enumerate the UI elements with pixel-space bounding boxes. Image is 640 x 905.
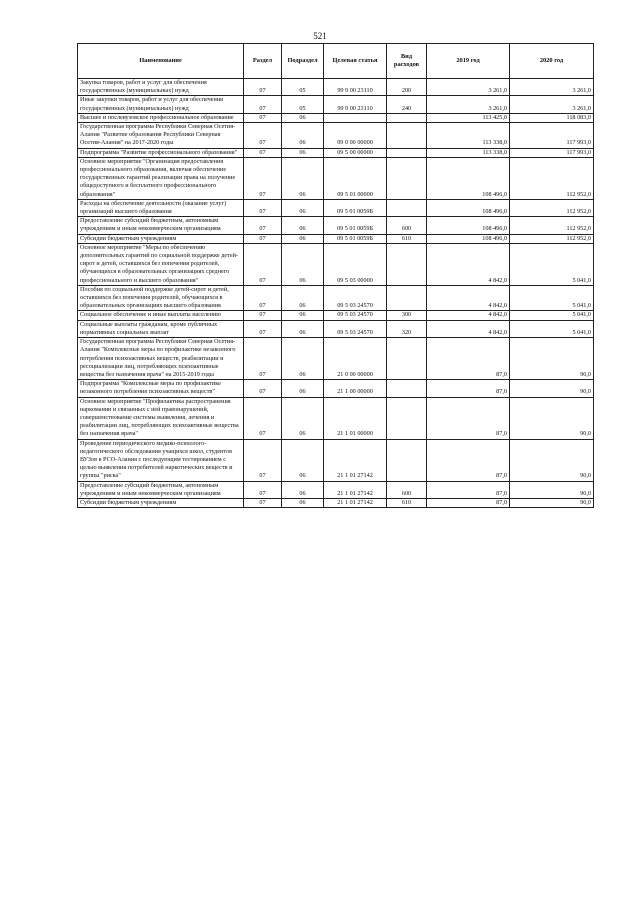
table-row [78,113,594,122]
col-header-section: Раздел [244,44,282,79]
cell-section: 07 [244,113,282,122]
cell-expense-type [387,380,427,397]
cell-2020: 3 261,0 [510,79,594,96]
cell-2020: 3 261,0 [510,96,594,113]
cell-expense-type [387,157,427,199]
cell-name: Социальные выплаты гражданам, кроме публичных нормативных социальных выплат [78,320,244,337]
cell-2020: 117 993,0 [510,148,594,157]
table-row [78,123,594,149]
cell-subsection: 06 [282,380,324,397]
cell-2020: 112 952,0 [510,199,594,216]
table-row [78,481,594,498]
cell-subsection: 06 [282,285,324,311]
table-row [78,338,594,380]
cell-target: 21 1 00 00000 [324,380,387,397]
cell-expense-type: 300 [387,311,427,320]
cell-2020: 90,0 [510,397,594,439]
cell-target: 09 5 01 0059Б [324,217,387,234]
cell-2019: 113 338,0 [427,123,510,149]
cell-subsection: 06 [282,243,324,285]
cell-subsection: 06 [282,320,324,337]
cell-target: 09 5 03 24570 [324,311,387,320]
cell-2019: 87,0 [427,380,510,397]
cell-subsection: 06 [282,148,324,157]
cell-2020: 90,0 [510,481,594,498]
cell-2019: 87,0 [427,481,510,498]
cell-section: 07 [244,157,282,199]
cell-2019: 4 842,0 [427,320,510,337]
cell-subsection: 06 [282,439,324,481]
cell-2019: 113 338,0 [427,148,510,157]
table-row [78,380,594,397]
budget-table [77,43,594,508]
cell-name: Субсидии бюджетным учреждениям [78,234,244,243]
cell-name: Предоставление субсидий бюджетным, автономным учреждениям и иным некоммерческим организациям [78,217,244,234]
cell-expense-type [387,285,427,311]
col-header-name: Наименование [78,44,244,79]
cell-subsection: 06 [282,498,324,507]
cell-name: Социальное обеспечение и иные выплаты населению [78,311,244,320]
cell-2020: 90,0 [510,439,594,481]
cell-target: 09 5 03 00000 [324,243,387,285]
cell-target: 21 1 01 27142 [324,439,387,481]
cell-section: 07 [244,148,282,157]
cell-subsection: 06 [282,234,324,243]
cell-name: Иные закупки товаров, работ и услуг для обеспечения государственных (муниципальных) нужд [78,96,244,113]
cell-2020: 118 083,0 [510,113,594,122]
cell-2019: 3 261,0 [427,96,510,113]
cell-section: 07 [244,96,282,113]
cell-expense-type: 610 [387,234,427,243]
cell-2020: 90,0 [510,338,594,380]
cell-expense-type: 320 [387,320,427,337]
cell-expense-type [387,123,427,149]
cell-subsection: 06 [282,311,324,320]
cell-2019: 87,0 [427,439,510,481]
cell-section: 07 [244,439,282,481]
cell-target [324,113,387,122]
table-row [78,243,594,285]
cell-target: 09 0 00 00000 [324,123,387,149]
table-row [78,285,594,311]
cell-subsection: 05 [282,79,324,96]
cell-expense-type: 200 [387,79,427,96]
cell-expense-type: 240 [387,96,427,113]
table-row [78,397,594,439]
cell-name: Расходы на обеспечение деятельности (оказание услуг) организаций высшего образования [78,199,244,216]
cell-section: 07 [244,234,282,243]
cell-section: 07 [244,311,282,320]
cell-target: 09 5 03 24570 [324,320,387,337]
cell-name: Государственная программа Республики Северная Осетия-Алания "Комплексные меры по профилактике незаконного потребления психоактивных веществ, реабилитации и ресоциализации лиц, потребляющих психоактивные вещества без назначения врача" на 2015-2019 годы [78,338,244,380]
cell-expense-type [387,148,427,157]
cell-name: Субсидии бюджетным учреждениям [78,498,244,507]
table-row [78,96,594,113]
cell-subsection: 06 [282,481,324,498]
cell-2020: 90,0 [510,380,594,397]
cell-2020: 5 041,0 [510,320,594,337]
cell-name: Государственная программа Республики Северная Осетия-Алания "Развитие образования Республики Северная Осетия-Алания" на 2017-2020 годы [78,123,244,149]
cell-expense-type: 600 [387,481,427,498]
table-row [78,439,594,481]
cell-name: Основное мероприятие "Меры по обеспечению дополнительных гарантий по социальной поддержке детей-сирот и детей, оставшихся без попечения родителей, обучающихся в образовательных организациях среднего профессионального и высшего образования" [78,243,244,285]
cell-name: Предоставление субсидий бюджетным, автономным учреждениям и иным некоммерческим организациям [78,481,244,498]
cell-2019: 4 842,0 [427,243,510,285]
cell-section: 07 [244,380,282,397]
cell-section: 07 [244,79,282,96]
cell-name: Основное мероприятие "Профилактика распространения наркомании и связанных с ней правонарушений, совершенствование системы выявления, лечения и реабилитации лиц, потребляющих психоактивные вещества без назначения врача" [78,397,244,439]
cell-2019: 113 425,0 [427,113,510,122]
cell-2020: 112 952,0 [510,217,594,234]
table-row [78,148,594,157]
cell-target: 21 1 01 27142 [324,498,387,507]
table-row [78,217,594,234]
cell-target: 09 5 03 24570 [324,285,387,311]
cell-subsection: 06 [282,199,324,216]
col-header-subsection: Подраздел [282,44,324,79]
cell-2019: 108 496,0 [427,234,510,243]
cell-target: 09 5 01 00000 [324,157,387,199]
cell-subsection: 06 [282,123,324,149]
cell-2019: 4 842,0 [427,285,510,311]
cell-2020: 5 041,0 [510,243,594,285]
cell-2019: 108 496,0 [427,217,510,234]
cell-section: 07 [244,481,282,498]
cell-target: 09 5 01 0059Б [324,234,387,243]
table-body [78,79,594,508]
cell-section: 07 [244,285,282,311]
table-row [78,311,594,320]
cell-subsection: 06 [282,217,324,234]
table-row [78,320,594,337]
cell-2020: 112 952,0 [510,157,594,199]
cell-expense-type [387,397,427,439]
col-header-expense-type: Вид расходов [387,44,427,79]
cell-2020: 5 041,0 [510,311,594,320]
cell-expense-type: 600 [387,217,427,234]
cell-section: 07 [244,123,282,149]
cell-target: 21 0 00 00000 [324,338,387,380]
col-header-2020: 2020 год [510,44,594,79]
cell-2020: 112 952,0 [510,234,594,243]
cell-name: Подпрограмма "Комплексные меры по профилактике незаконного потребления психоактивных веществ" [78,380,244,397]
cell-2019: 87,0 [427,498,510,507]
cell-target: 09 5 00 00000 [324,148,387,157]
cell-name: Подпрограмма "Развитие профессионального образования" [78,148,244,157]
col-header-2019: 2019 год [427,44,510,79]
table-row [78,79,594,96]
cell-2019: 87,0 [427,338,510,380]
cell-section: 07 [244,243,282,285]
cell-section: 07 [244,217,282,234]
cell-expense-type [387,199,427,216]
cell-expense-type [387,113,427,122]
cell-2020: 5 041,0 [510,285,594,311]
cell-subsection: 06 [282,113,324,122]
cell-2019: 3 261,0 [427,79,510,96]
cell-2019: 4 842,0 [427,311,510,320]
cell-subsection: 06 [282,397,324,439]
cell-target: 21 1 01 27142 [324,481,387,498]
cell-section: 07 [244,320,282,337]
cell-section: 07 [244,498,282,507]
cell-2019: 108 496,0 [427,199,510,216]
cell-section: 07 [244,199,282,216]
cell-expense-type [387,439,427,481]
cell-name: Пособия по социальной поддержке детей-сирот и детей, оставшихся без попечения родителей, обучающихся в образовательных организациях высшего образования [78,285,244,311]
cell-section: 07 [244,338,282,380]
cell-target: 09 5 01 0059Б [324,199,387,216]
cell-expense-type [387,243,427,285]
cell-name: Закупка товаров, работ и услуг для обеспечения государственных (муниципальных) нужд [78,79,244,96]
cell-subsection: 06 [282,157,324,199]
col-header-target: Целевая статья [324,44,387,79]
table-header-row [78,44,594,79]
cell-subsection: 06 [282,338,324,380]
table-row [78,234,594,243]
table-row [78,157,594,199]
cell-2020: 90,0 [510,498,594,507]
cell-target: 99 9 00 23110 [324,79,387,96]
cell-target: 99 9 00 23110 [324,96,387,113]
cell-expense-type [387,338,427,380]
cell-2019: 87,0 [427,397,510,439]
page-number: 521 [313,31,327,41]
cell-2019: 108 496,0 [427,157,510,199]
cell-subsection: 05 [282,96,324,113]
cell-name: Проведение периодического медико-психолого-педагогического обследования учащихся школ, студентов ВУЗов в РСО-Алания с последующим тестированием с целью выявления потребителей наркотических веществ и группы "риска" [78,439,244,481]
cell-name: Высшее и послевузовское профессиональное образование [78,113,244,122]
table-row [78,199,594,216]
cell-section: 07 [244,397,282,439]
cell-2020: 117 993,0 [510,123,594,149]
cell-target: 21 1 01 00000 [324,397,387,439]
table-row [78,498,594,507]
cell-name: Основное мероприятие "Организация предоставления профессионального образования, включая обеспечение государственных гарантий реализации права на получение общедоступного и бесплатного профессионального образования" [78,157,244,199]
cell-expense-type: 610 [387,498,427,507]
